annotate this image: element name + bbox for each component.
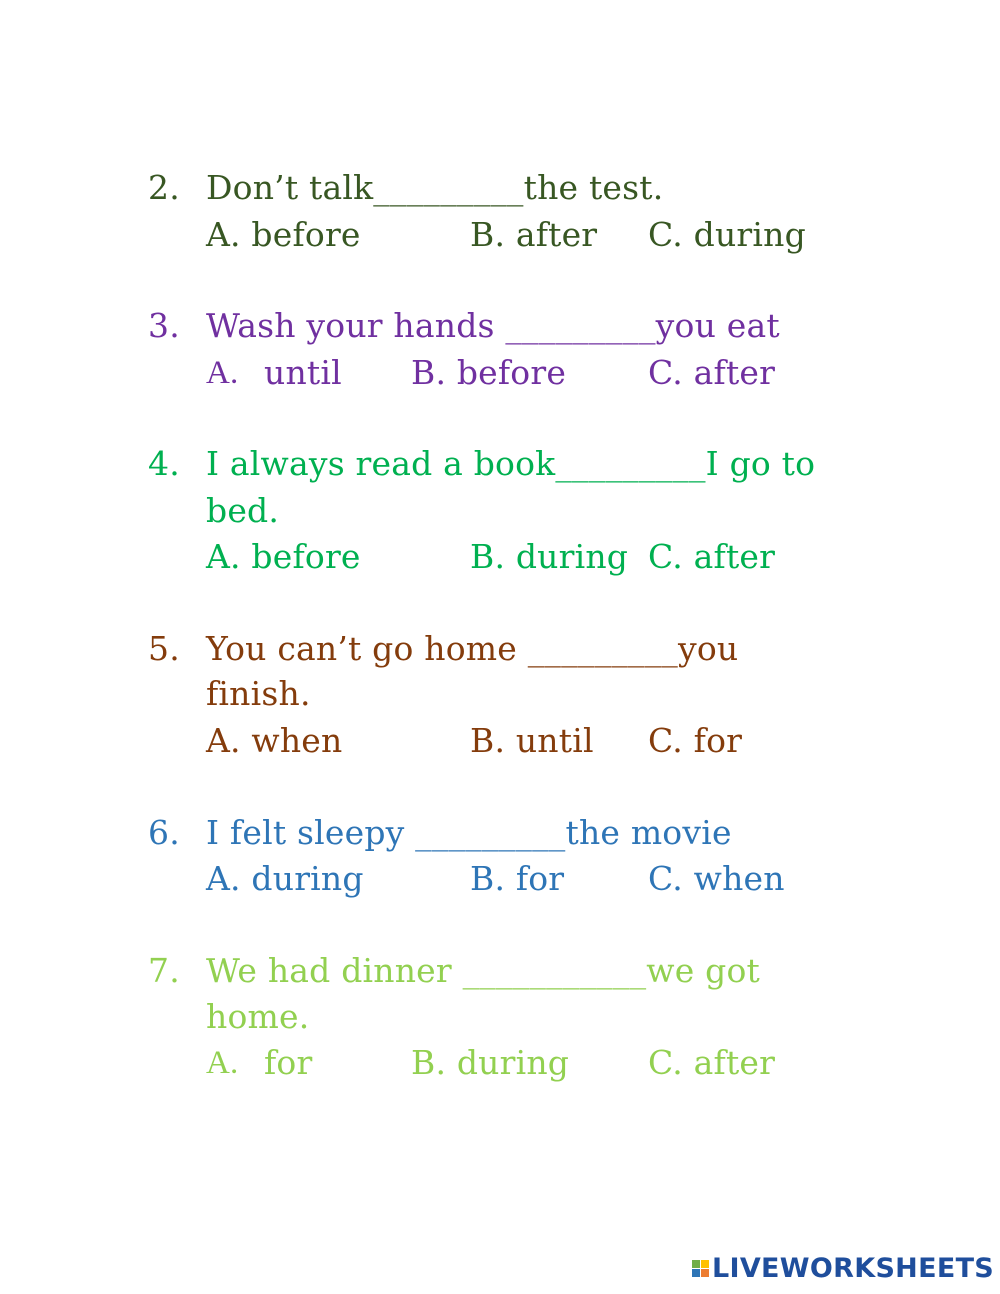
option-c[interactable]: C. after — [648, 353, 776, 392]
option-c[interactable]: C. during — [648, 215, 806, 254]
option-a-label: A. — [206, 1045, 239, 1081]
option-c[interactable]: C. after — [648, 1043, 776, 1082]
liveworksheets-logo-icon — [692, 1260, 709, 1277]
question-text-continued: home. — [206, 997, 310, 1036]
option-b[interactable]: B. until — [470, 721, 594, 760]
option-a[interactable]: until — [264, 353, 342, 392]
option-b[interactable]: B. during — [470, 537, 629, 576]
question-text-continued: bed. — [206, 491, 280, 530]
option-a[interactable]: for — [264, 1043, 313, 1082]
question-text: Don’t talk_________the test. — [206, 168, 664, 207]
question-text: I always read a book_________I go to — [206, 444, 816, 483]
option-a[interactable]: A. during — [206, 859, 364, 898]
question-number: 6. — [148, 813, 180, 852]
option-b[interactable]: B. after — [470, 215, 598, 254]
option-c[interactable]: C. after — [648, 537, 776, 576]
option-c[interactable]: C. when — [648, 859, 785, 898]
question-number: 2. — [148, 168, 180, 207]
question-number: 4. — [148, 444, 180, 483]
option-a[interactable]: A. before — [206, 537, 361, 576]
question-text: We had dinner ___________we got — [206, 951, 760, 990]
liveworksheets-logo[interactable] — [692, 1252, 994, 1284]
question-text: I felt sleepy _________the movie — [206, 813, 732, 852]
option-a-label: A. — [206, 355, 239, 391]
question-text-continued: finish. — [206, 674, 311, 713]
question-number: 5. — [148, 629, 180, 668]
question-text: Wash your hands _________you eat — [206, 306, 780, 345]
option-b[interactable]: B. before — [411, 353, 567, 392]
question-number: 7. — [148, 951, 180, 990]
option-c[interactable]: C. for — [648, 721, 743, 760]
option-b[interactable]: B. during — [411, 1043, 570, 1082]
logo-text: LIVEWORKSHEETS — [712, 1252, 995, 1284]
option-a[interactable]: A. before — [206, 215, 361, 254]
option-b[interactable]: B. for — [470, 859, 565, 898]
option-a[interactable]: A. when — [206, 721, 343, 760]
question-number: 3. — [148, 306, 180, 345]
question-text: You can’t go home _________you — [206, 629, 739, 668]
